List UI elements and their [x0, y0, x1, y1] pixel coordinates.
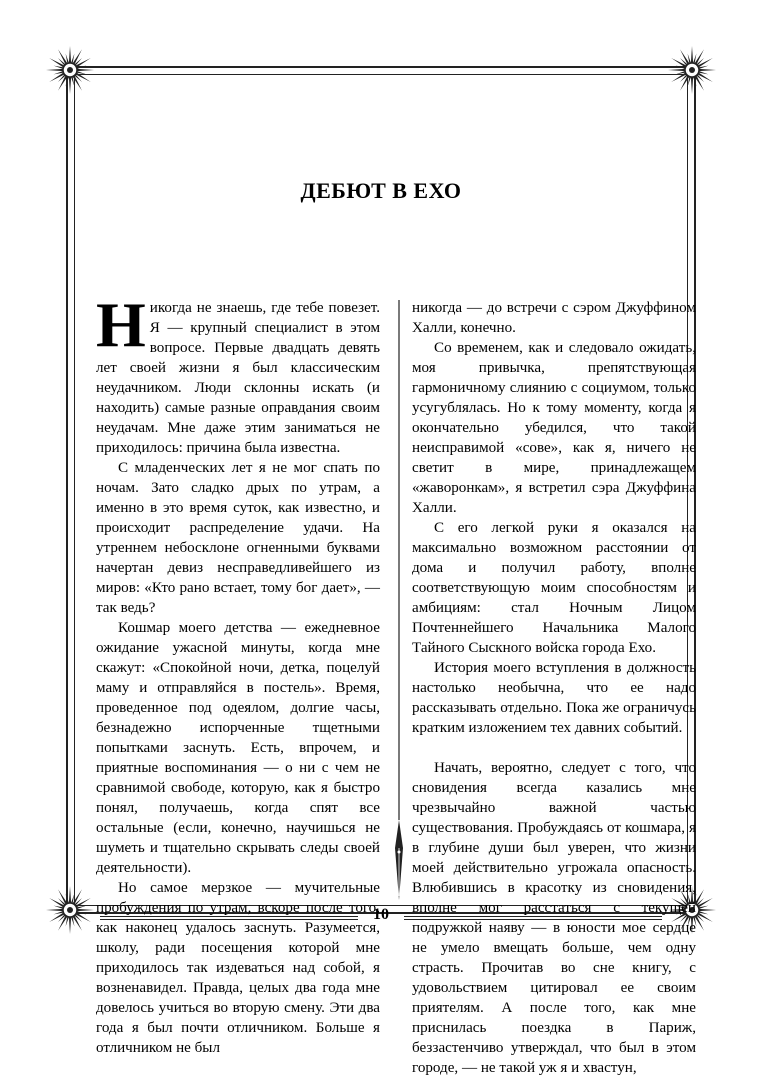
paragraph: никогда — до встречи с сэром Джуффином Халли, конечно. [412, 300, 696, 336]
quill-pen-icon [393, 300, 405, 900]
paragraph: С его легкой руки я оказался на максимально возможном расстоянии от дома и получил работу, вполне соответствующую моим способностям и амбициям: стал Ночным Лицом Почтеннейшего Начальника Малого Тайного Сыскного войска города Ехо. [412, 520, 696, 656]
footer-rule [100, 916, 358, 917]
paragraph: С младенческих лет я не мог спать по ночам. Зато сладко дрых по утрам, а именно в это время суток, как известно, и происходит распределение удачи. На утреннем небосклоне огненными буквами начертан девиз несправедливейшего из миров: «Кто рано встает, тому бог дает», — так ведь? [96, 460, 380, 616]
right-text-column [412, 298, 696, 1078]
sunburst-ornament-icon [666, 44, 718, 96]
sunburst-ornament-icon [44, 44, 96, 96]
paragraph: Со временем, как и следовало ожидать, моя привычка, препятствующая гармоничному слиянию с социумом, только усугублялась. Но к тому моменту, когда я окончательно убедился, что такой неисправимой «сове», как я, ничего не светит в мире, принадлежащем «жаворонкам», я встретил сэра Джуффина Халли. [412, 340, 696, 516]
footer-rule [404, 919, 662, 920]
paragraph: История моего вступления в должность настолько необычна, что ее надо рассказывать отдельно. Пока же ограничусь кратким изложением тех давних событий. [412, 660, 696, 736]
paragraph: Начать, вероятно, следует с того, что сновидения всегда казались мне чрезвычайно важной частью существования. Пробуждаясь от кошмара, я в глубине души был уверен, что жизни моей действительно угрожала опасность. Влюбившись в красотку из сновидения, вполне мог расстаться с текущей подружкой наяву — в юности мое сердце не умело вмещать больше, чем одну страсть. Прочитав во сне книгу, с удовольствием цитировал ее своим приятелям. А после того, как мне приснилась поездка в Париж, беззастенчиво утверждал, что был в этом городе, — не такой уж я и хвастун, [412, 760, 696, 1076]
drop-cap: Н [96, 289, 146, 360]
paragraph: Но самое мерзкое — мучительные пробуждения по утрам, вскоре после того, как наконец удалось заснуть. Разумеется, школу, ради посещения которой мне приходилось так издеваться над собой, я возненавидел. Правда, целых два года мне довелось учиться во вторую смену. Эти два года я был почти отличником. Больше я отличником не был [96, 880, 380, 1056]
page-number: 10 [373, 906, 389, 923]
chapter-title: ДЕБЮТ В ЕХО [300, 178, 462, 203]
paragraph [96, 289, 380, 458]
paragraph-text: икогда не знаешь, где тебе повезет. Я — крупный специалист в этом вопросе. Первые двадцать девять лет своей жизни я был классическим неудачником. Люди склонны искать (и находить) самые разные оправдания своим неудачам. Мне даже этим заниматься не приходилось: причина была известна. [96, 300, 380, 456]
footer-rule [100, 919, 358, 920]
left-text-column [96, 289, 380, 1058]
footer-rule [404, 916, 662, 917]
sunburst-ornament-icon [44, 884, 96, 936]
paragraph: Кошмар моего детства — ежедневное ожидание ужасной минуты, когда мне скажут: «Спокойной ночи, детка, поцелуй маму и отправляйся в постель». Время, проведенное под одеялом, долгие часы, безнадежно испорченные тщетными попытками заснуть. Есть, впрочем, и приятные воспоминания — о ни с чем не сравнимой свободе, которую, как я быстро понял, получаешь, когда спят все остальные (если, конечно, научишься не шуметь и тщательно скрывать следы своей деятельности). [96, 620, 380, 876]
